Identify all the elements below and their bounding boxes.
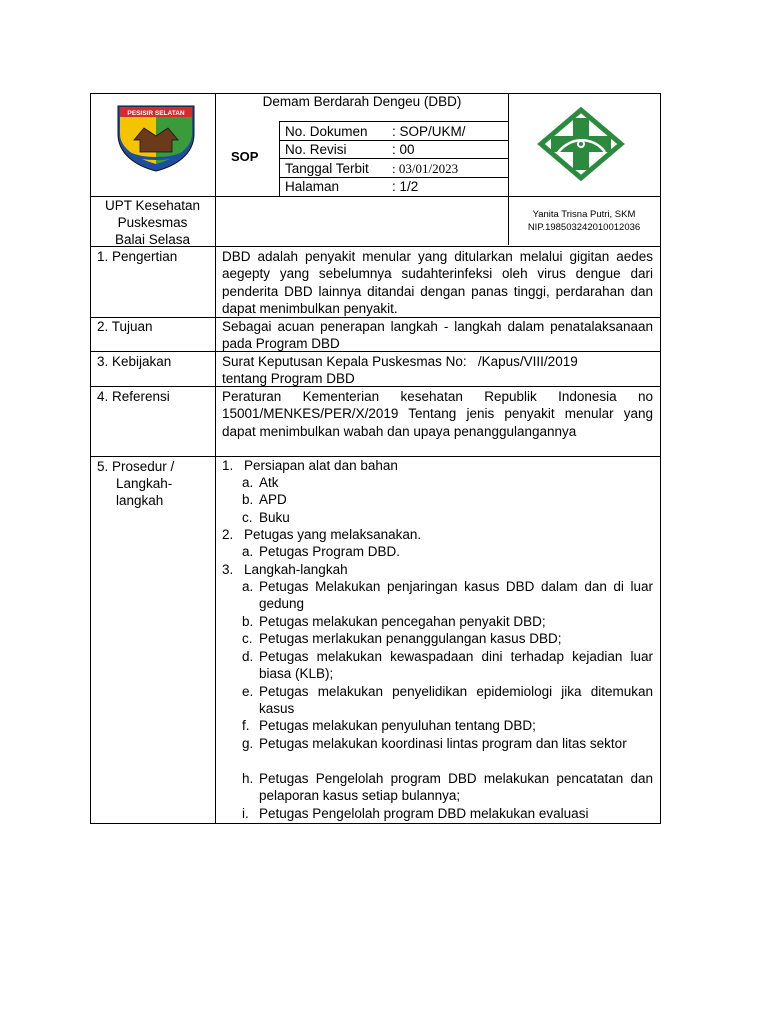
- item-letter: a.: [242, 579, 254, 594]
- step-title: Langkah-langkah: [244, 562, 348, 577]
- item-text: Petugas melakukan penyuluhan tentang DBD;: [259, 718, 536, 733]
- signatory-name: Yanita Trisna Putri, SKM: [532, 209, 636, 220]
- prosedur-label-line: Langkah-: [116, 476, 173, 491]
- meta-label: No. Revisi: [285, 142, 347, 157]
- org-line: Puskesmas: [117, 215, 188, 230]
- item-text: Petugas Program DBD.: [259, 544, 401, 559]
- item-letter: b.: [242, 614, 254, 629]
- item-letter: g.: [242, 736, 254, 751]
- step-title: Persiapan alat dan bahan: [244, 458, 398, 473]
- step-number: 3.: [222, 562, 234, 577]
- section-text-tujuan: Sebagai acuan penerapan langkah - langkah dalam penatalaksanaan pada Program DBD: [222, 319, 653, 352]
- meta-label: Halaman: [285, 179, 340, 194]
- org-line: UPT Kesehatan: [104, 198, 201, 213]
- section-label-pengertian: 1. Pengertian: [97, 249, 178, 264]
- item-letter: f.: [242, 718, 250, 733]
- meta-label: Tanggal Terbit: [285, 161, 369, 176]
- item-letter: h.: [242, 771, 254, 786]
- step-title: Petugas yang melaksanakan.: [244, 527, 422, 542]
- item-text: Petugas Melakukan penjaringan kasus DBD dalam dan di luar gedung: [259, 579, 653, 612]
- sop-label: SOP: [231, 149, 259, 164]
- item-letter: d.: [242, 649, 254, 664]
- item-letter: e.: [242, 684, 254, 699]
- step-number: 2.: [222, 527, 234, 542]
- item-text: Petugas melakukan pencegahan penyakit DBD;: [259, 614, 546, 629]
- meta-value: : 03/01/2023: [392, 161, 459, 176]
- item-letter: c.: [242, 510, 253, 525]
- item-text: Petugas melakukan kewaspadaan dini terhadap kejadian luar biasa (KLB);: [259, 649, 653, 682]
- item-text: Petugas merlakukan penanggulangan kasus DBD;: [259, 631, 562, 646]
- section-text-pengertian: DBD adalah penyakit menular yang ditularkan melalui gigitan aedes aegepty yang sebelumnya sudahterinfeksi oleh virus dengue dari penderita DBD lainnya ditandai dengan panas tinggi, perdarahan dan dapat menimbulkan penyakit.: [222, 249, 653, 316]
- item-text: Petugas Pengelolah program DBD melakukan pencatatan dan pelaporan kasus setiap bulannya;: [259, 771, 653, 804]
- item-text: Petugas melakukan koordinasi lintas program dan litas sektor: [259, 736, 627, 751]
- meta-value: : 00: [392, 142, 415, 157]
- section-label-tujuan: 2. Tujuan: [97, 319, 153, 334]
- section-label-referensi: 4. Referensi: [97, 389, 170, 404]
- item-text: Petugas Pengelolah program DBD melakukan evaluasi: [259, 806, 589, 821]
- prosedur-label-line: 5. Prosedur /: [97, 459, 175, 474]
- section-text-kebijakan-line1: Surat Keputusan Kepala Puskesmas No: /Kapus/VIII/2019: [222, 354, 578, 369]
- item-letter: a.: [242, 544, 254, 559]
- item-letter: b.: [242, 492, 254, 507]
- item-letter: c.: [242, 631, 253, 646]
- regency-logo: [114, 104, 198, 172]
- meta-value: : SOP/UKM/: [392, 124, 466, 139]
- regency-logo-text: PESISIR SELATAN: [127, 110, 185, 117]
- item-text: APD: [259, 492, 287, 507]
- item-text: Petugas melakukan penyelidikan epidemiologi jika ditemukan kasus: [259, 684, 653, 717]
- signatory-nip: NIP.198503242010012036: [527, 222, 641, 233]
- section-text-referensi: Peraturan Kementerian kesehatan Republik Indonesia no 15001/MENKES/PER/X/2019 Tentang jenis penyakit menular yang dapat menimbulkan wabah dan upaya penanggulangannya: [222, 389, 653, 439]
- item-letter: a.: [242, 475, 254, 490]
- section-label-kebijakan: 3. Kebijakan: [97, 354, 172, 369]
- meta-value: : 1/2: [392, 179, 419, 194]
- prosedur-label-line: langkah: [116, 493, 164, 508]
- section-text-kebijakan-line2: tentang Program DBD: [222, 371, 355, 386]
- item-text: Atk: [259, 475, 279, 490]
- item-letter: i.: [242, 806, 249, 821]
- item-text: Buku: [259, 510, 290, 525]
- meta-label: No. Dokumen: [285, 124, 368, 139]
- step-number: 1.: [222, 458, 234, 473]
- document-title: Demam Berdarah Dengeu (DBD): [262, 94, 462, 109]
- org-line: Balai Selasa: [114, 232, 191, 247]
- health-cross-logo: [535, 106, 627, 182]
